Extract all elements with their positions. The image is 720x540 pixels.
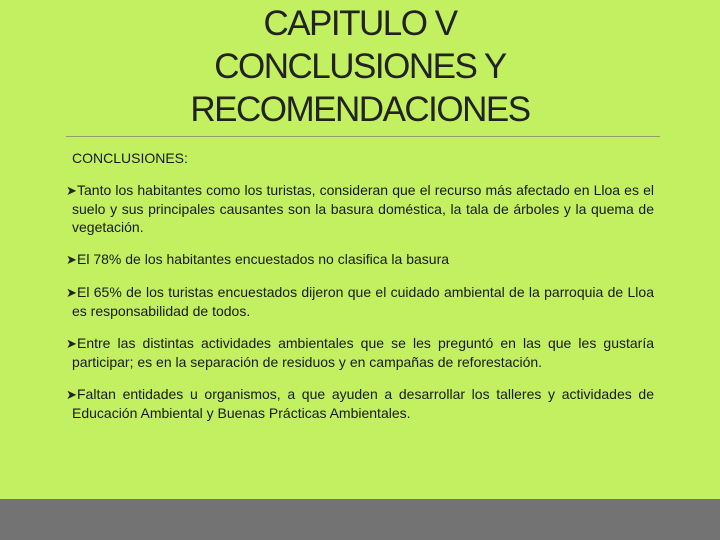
list-item — [66, 181, 654, 236]
arrow-bullet-icon: ➤ — [66, 336, 77, 351]
arrow-bullet-icon: ➤ — [66, 252, 77, 267]
section-heading: CONCLUSIONES: — [72, 150, 188, 166]
arrow-bullet-icon: ➤ — [66, 387, 77, 402]
list-item — [66, 385, 654, 422]
list-item-text: Tanto los habitantes como los turistas, consideran que el recurso más afectado en Lloa es el suelo y sus principales causantes son la basura doméstica, la tala de árboles y la quema de vegetación. — [72, 182, 654, 235]
list-item — [66, 283, 654, 320]
conclusions-list — [66, 181, 654, 436]
list-item-text: Faltan entidades u organismos, a que ayuden a desarrollar los talleres y actividades de Educación Ambiental y Buenas Prácticas Ambientales. — [72, 386, 654, 421]
list-item — [66, 250, 654, 269]
title-divider — [66, 136, 660, 137]
list-item-text: El 78% de los habitantes encuestados no clasifica la basura — [77, 251, 450, 267]
arrow-bullet-icon: ➤ — [66, 285, 77, 300]
arrow-bullet-icon: ➤ — [66, 183, 77, 198]
list-item-text: Entre las distintas actividades ambientales que se les preguntó en las que les gustaría participar; es en la separación de residuos y en campañas de reforestación. — [72, 335, 654, 370]
list-item — [66, 334, 654, 371]
title-line-3: RECOMENDACIONES — [190, 90, 530, 129]
footer-bar — [0, 499, 720, 540]
list-item-text: El 65% de los turistas encuestados dijeron que el cuidado ambiental de la parroquia de Lloa es responsabilidad de todos. — [72, 284, 654, 319]
title-line-2: CONCLUSIONES Y — [214, 47, 506, 86]
slide-title — [0, 2, 720, 131]
title-line-1: CAPITULO V — [263, 4, 457, 43]
